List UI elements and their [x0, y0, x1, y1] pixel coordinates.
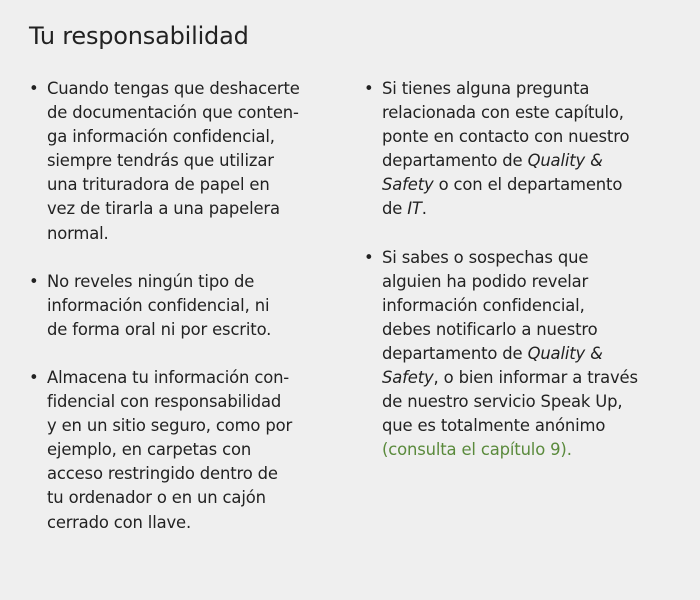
text-line: acceso restringido dentro de: [47, 464, 278, 484]
text-line: alguien ha podido revelar: [382, 271, 589, 291]
text-line: fidencial con responsabilidad: [47, 392, 282, 412]
text-line: una trituradora de papel en: [47, 175, 270, 195]
bullet-icon: •: [364, 79, 374, 98]
right-bullet-list: [364, 77, 694, 486]
text-line: Si sabes o sospechas que: [382, 247, 589, 267]
text-line: información confidencial, ni: [47, 295, 270, 315]
text-line: ponte en contacto con nuestro: [382, 127, 630, 147]
department-name: IT: [407, 199, 422, 219]
text-segment: , o bien informar a través: [433, 368, 638, 388]
text-line: relacionada con este capítulo,: [382, 103, 624, 123]
department-name: Quality &: [527, 151, 603, 171]
bullet-icon: •: [29, 271, 39, 291]
text-segment: .: [566, 440, 572, 460]
department-name: Safety: [382, 368, 434, 388]
text-line: [382, 197, 694, 221]
department-name: Safety: [382, 175, 434, 195]
left-bullet-list: [29, 77, 349, 559]
text-line: No reveles ningún tipo de: [47, 271, 255, 291]
text-segment: .: [421, 199, 427, 219]
text-line: que es totalmente anónimo: [382, 416, 606, 436]
list-item: [364, 246, 694, 463]
bullet-icon: •: [29, 367, 39, 387]
text-line: de documentación que conten-: [47, 103, 299, 123]
text-line: vez de tirarla a una papelera: [47, 199, 280, 219]
text-line: siempre tendrás que utilizar: [47, 151, 274, 171]
text-line: [382, 342, 694, 366]
text-line: [382, 173, 694, 197]
text-line: y en un sitio seguro, como por: [47, 416, 293, 436]
text-line: [382, 149, 694, 173]
text-line: ejemplo, en carpetas con: [47, 440, 252, 460]
text-line: Cuando tengas que deshacerte: [47, 79, 300, 98]
text-segment: departamento de: [382, 343, 528, 363]
bullet-icon: •: [364, 247, 374, 267]
list-item: [29, 77, 349, 246]
text-line: de forma oral ni por escrito.: [47, 319, 272, 339]
text-line: ga información confidencial,: [47, 127, 275, 147]
list-item: [364, 77, 694, 222]
text-line: debes notificarlo a nuestro: [382, 319, 598, 339]
chapter-reference-link[interactable]: (consulta el capítulo 9): [382, 440, 567, 460]
list-item: [29, 366, 349, 535]
list-item: [29, 270, 349, 342]
text-line: [382, 438, 694, 462]
text-segment: departamento de: [382, 151, 528, 171]
page-title: Tu responsabilidad: [29, 22, 249, 50]
bullet-icon: •: [29, 79, 39, 98]
text-line: de nuestro servicio Speak Up,: [382, 392, 623, 412]
text-segment: o con el departamento: [433, 175, 623, 195]
text-line: información confidencial,: [382, 295, 585, 315]
department-name: Quality &: [527, 343, 603, 363]
text-line: normal.: [47, 223, 109, 243]
text-segment: de: [382, 199, 408, 219]
text-line: Almacena tu información con-: [47, 367, 290, 387]
text-line: cerrado con llave.: [47, 512, 192, 532]
text-line: tu ordenador o en un cajón: [47, 488, 266, 508]
text-line: Si tienes alguna pregunta: [382, 79, 590, 98]
text-line: [382, 366, 694, 390]
